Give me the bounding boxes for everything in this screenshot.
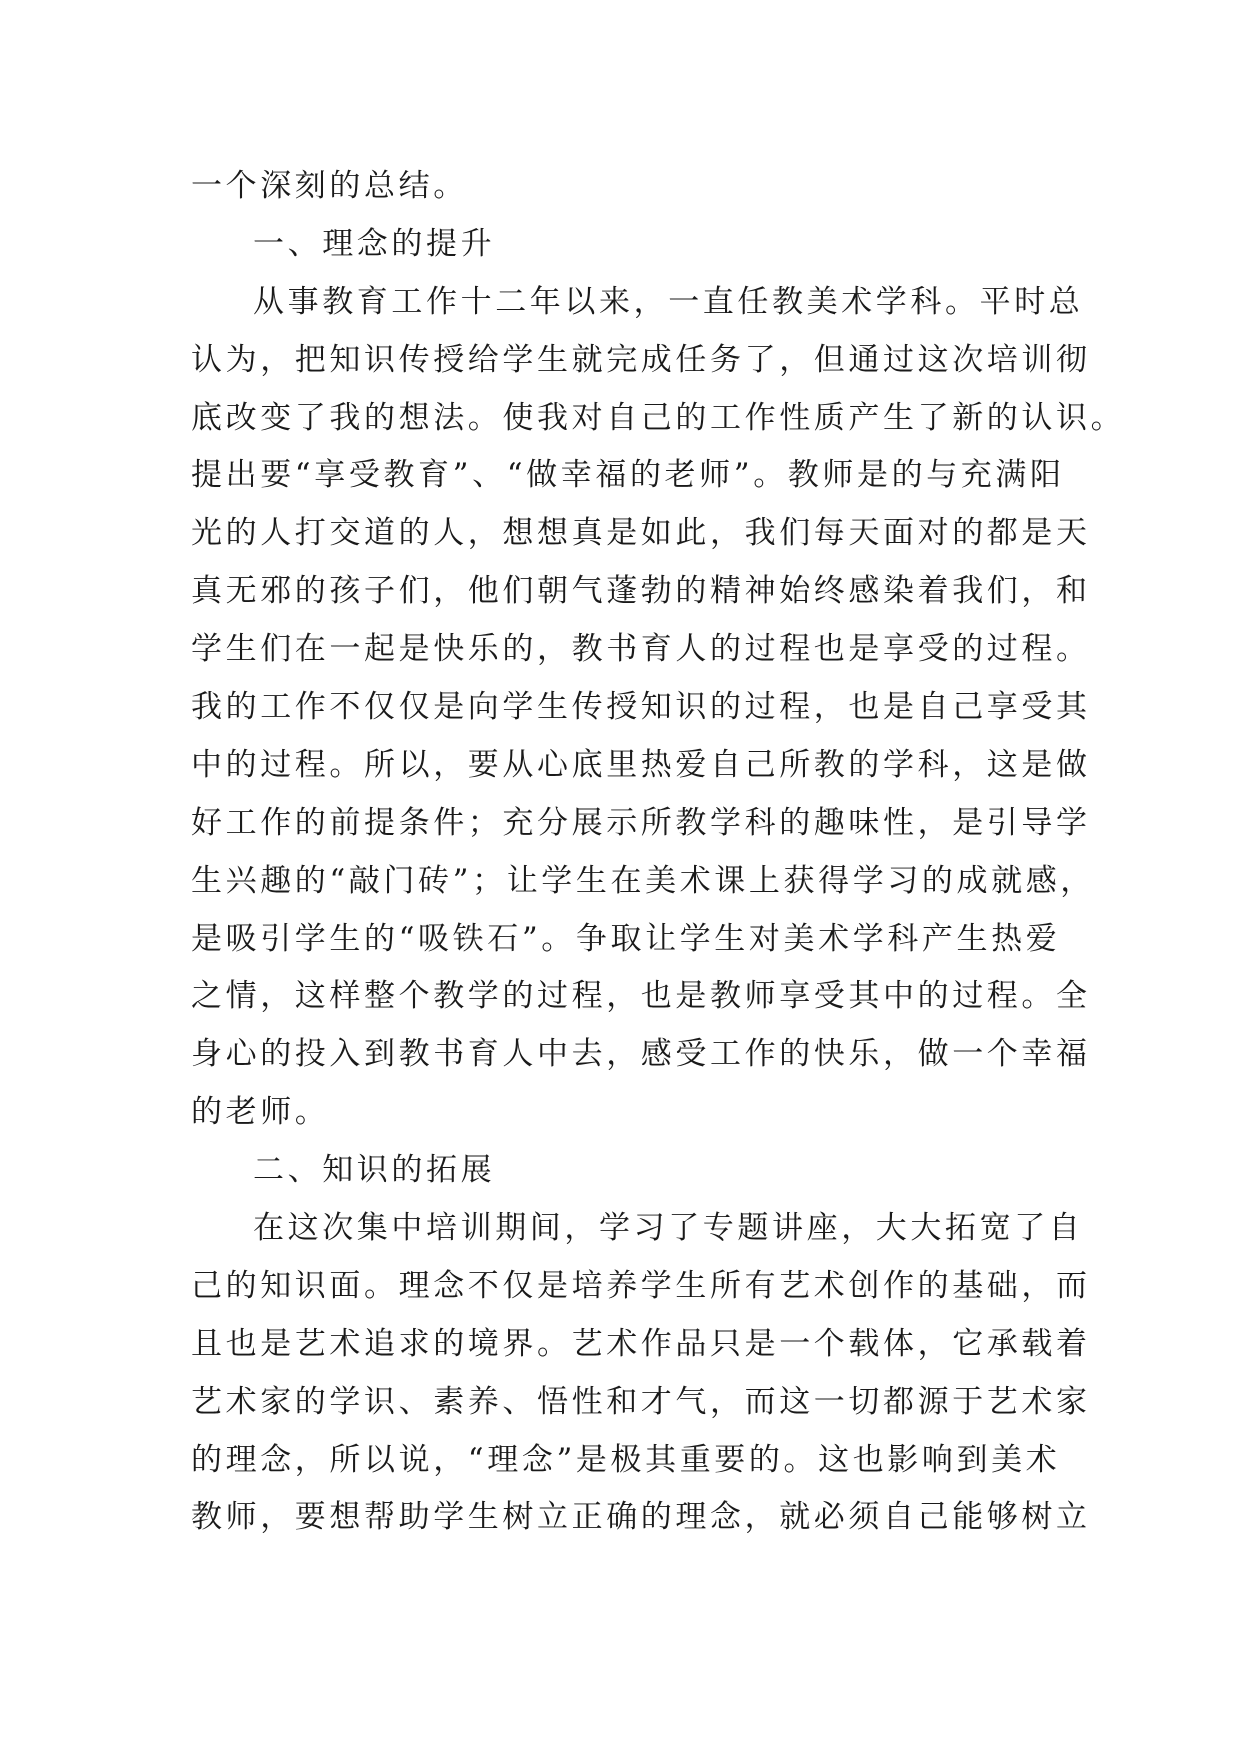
text-line: 的老师。 bbox=[191, 1094, 330, 1131]
text-line: 中的过程。所以，要从心底里热爱自己所教的学科，这是做 bbox=[191, 746, 1091, 783]
text-line: 提出要“享受教育”、“做幸福的老师”。教师是的与充满阳 bbox=[191, 457, 1065, 494]
text-line: 己的知识面。理念不仅是培养学生所有艺术创作的基础，而 bbox=[191, 1267, 1091, 1304]
text-line: 之情，这样整个教学的过程，也是教师享受其中的过程。全 bbox=[191, 978, 1091, 1015]
text-line: 教师，要想帮助学生树立正确的理念，就必须自己能够树立 bbox=[191, 1499, 1091, 1536]
text-line: 从事教育工作十二年以来，一直任教美术学科。平时总 bbox=[253, 283, 1084, 320]
text-line: 一个深刻的总结。 bbox=[191, 168, 468, 204]
text-line: 的理念，所以说，“理念”是极其重要的。这也影响到美术 bbox=[191, 1441, 1061, 1478]
body-text bbox=[191, 158, 1126, 1547]
text-line: 身心的投入到教书育人中去，感受工作的快乐，做一个幸福 bbox=[191, 1036, 1091, 1073]
text-line: 真无邪的孩子们，他们朝气蓬勃的精神始终感染着我们，和 bbox=[191, 573, 1091, 610]
text-line: 学生们在一起是快乐的，教书育人的过程也是享受的过程。 bbox=[191, 631, 1091, 668]
text-line: 光的人打交道的人，想想真是如此，我们每天面对的都是天 bbox=[191, 515, 1091, 552]
text-line: 且也是艺术追求的境界。艺术作品只是一个载体，它承载着 bbox=[191, 1325, 1091, 1362]
text-line: 认为，把知识传授给学生就完成任务了，但通过这次培训彻 bbox=[191, 341, 1091, 378]
text-line: 生兴趣的“敲门砖”；让学生在美术课上获得学习的成就感， bbox=[191, 862, 1095, 899]
text-line: 好工作的前提条件；充分展示所教学科的趣味性，是引导学 bbox=[191, 804, 1091, 841]
section-heading: 二、知识的拓展 bbox=[253, 1152, 496, 1189]
text-line: 艺术家的学识、素养、悟性和才气，而这一切都源于艺术家 bbox=[191, 1383, 1091, 1420]
text-line: 底改变了我的想法。使我对自己的工作性质产生了新的认识。 bbox=[191, 399, 1126, 436]
text-line: 在这次集中培训期间，学习了专题讲座，大大拓宽了自 bbox=[253, 1210, 1084, 1247]
text-line: 我的工作不仅仅是向学生传授知识的过程，也是自己享受其 bbox=[191, 689, 1091, 726]
section-heading: 一、理念的提升 bbox=[253, 225, 496, 262]
text-line: 是吸引学生的“吸铁石”。争取让学生对美术学科产生热爱 bbox=[191, 920, 1061, 957]
